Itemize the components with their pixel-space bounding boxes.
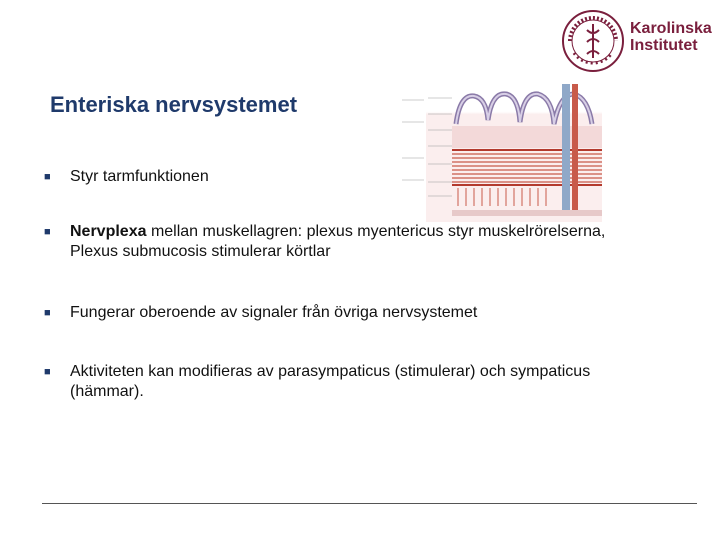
ki-seal-icon xyxy=(560,8,626,74)
slide-title: Enteriska nervsystemet xyxy=(50,92,298,117)
intestinal-wall-illustration xyxy=(388,84,602,222)
bullet-item xyxy=(44,167,644,187)
bullet-item xyxy=(44,303,644,323)
bullet-item xyxy=(44,222,644,262)
bullet-text: Fungerar oberoende av signaler från övriga nervsystemet xyxy=(70,304,478,321)
bullet-marker-icon: ■ xyxy=(44,366,51,378)
bullet-marker-icon: ■ xyxy=(44,171,51,183)
bullet-marker-icon: ■ xyxy=(44,307,51,319)
bullet-text xyxy=(70,222,644,262)
intestinal-wall-diagram xyxy=(388,84,602,222)
bullet-bold-term: Nervplexa xyxy=(70,223,147,240)
bullet-text: Aktiviteten kan modifieras av parasympaticus (stimulerar) och sympaticus (hämmar). xyxy=(70,363,591,400)
bullet-marker-icon: ■ xyxy=(44,226,51,238)
bullet-rest-text: mellan muskellagren: plexus myentericus styr muskelrörelserna, Plexus submucosis stimulerar körtlar xyxy=(70,223,606,260)
bullet-item xyxy=(44,362,644,402)
karolinska-logo xyxy=(560,8,720,78)
logo-line-1: Karolinska xyxy=(630,20,712,37)
bullet-text: Styr tarmfunktionen xyxy=(70,168,209,185)
logo-line-2: Institutet xyxy=(630,37,698,54)
footer-divider xyxy=(42,503,697,504)
